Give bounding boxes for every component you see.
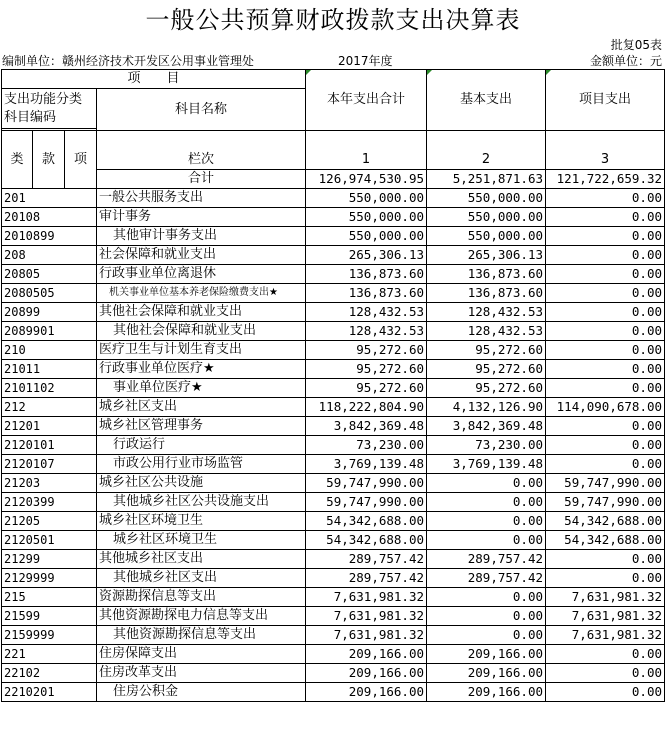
table-row xyxy=(2,284,665,303)
row-basic: 550,000.00 xyxy=(427,189,546,208)
row-total: 289,757.42 xyxy=(306,569,427,588)
row-project: 0.00 xyxy=(546,246,665,265)
row-name: 审计事务 xyxy=(97,208,306,227)
row-project: 0.00 xyxy=(546,189,665,208)
sum-project: 121,722,659.32 xyxy=(546,170,665,189)
row-basic: 128,432.53 xyxy=(427,322,546,341)
row-project: 0.00 xyxy=(546,664,665,683)
row-code: 2089901 xyxy=(2,322,97,341)
row-total: 209,166.00 xyxy=(306,664,427,683)
row-basic: 550,000.00 xyxy=(427,227,546,246)
fiscal-year: 2017年度 xyxy=(338,54,393,68)
row-name: 城乡社区管理事务 xyxy=(97,417,306,436)
row-project: 0.00 xyxy=(546,341,665,360)
row-total: 550,000.00 xyxy=(306,189,427,208)
row-basic: 265,306.13 xyxy=(427,246,546,265)
row-name: 医疗卫生与计划生育支出 xyxy=(97,341,306,360)
row-basic: 128,432.53 xyxy=(427,303,546,322)
table-row xyxy=(2,227,665,246)
table-row xyxy=(2,607,665,626)
table-row xyxy=(2,493,665,512)
row-code: 21299 xyxy=(2,550,97,569)
row-code: 221 xyxy=(2,645,97,664)
row-basic: 0.00 xyxy=(427,474,546,493)
row-code: 2129999 xyxy=(2,569,97,588)
table-row xyxy=(2,265,665,284)
row-code: 21203 xyxy=(2,474,97,493)
row-name: 住房公积金 xyxy=(97,683,306,702)
header-project: 项目支出 xyxy=(546,70,665,131)
row-project: 59,747,990.00 xyxy=(546,493,665,512)
table-row xyxy=(2,683,665,702)
row-total: 3,842,369.48 xyxy=(306,417,427,436)
row-basic: 209,166.00 xyxy=(427,664,546,683)
row-name: 其他城乡社区支出 xyxy=(97,550,306,569)
row-code: 21201 xyxy=(2,417,97,436)
table-row xyxy=(2,626,665,645)
row-code: 212 xyxy=(2,398,97,417)
row-name: 事业单位医疗★ xyxy=(97,379,306,398)
header-name: 科目名称 xyxy=(97,89,306,131)
row-total: 7,631,981.32 xyxy=(306,588,427,607)
header-col2: 2 xyxy=(427,131,546,170)
row-code: 21599 xyxy=(2,607,97,626)
row-project: 7,631,981.32 xyxy=(546,588,665,607)
row-name: 一般公共服务支出 xyxy=(97,189,306,208)
row-code: 208 xyxy=(2,246,97,265)
row-total: 118,222,804.90 xyxy=(306,398,427,417)
row-basic: 95,272.60 xyxy=(427,379,546,398)
row-basic: 0.00 xyxy=(427,588,546,607)
row-project: 59,747,990.00 xyxy=(546,474,665,493)
header-xiangmu: 项 目 xyxy=(2,70,306,89)
row-project: 7,631,981.32 xyxy=(546,626,665,645)
row-project: 7,631,981.32 xyxy=(546,607,665,626)
row-name: 资源勘探信息等支出 xyxy=(97,588,306,607)
header-col3: 3 xyxy=(546,131,665,170)
row-code: 2101102 xyxy=(2,379,97,398)
row-project: 0.00 xyxy=(546,645,665,664)
row-total: 59,747,990.00 xyxy=(306,474,427,493)
row-total: 136,873.60 xyxy=(306,284,427,303)
row-code: 22102 xyxy=(2,664,97,683)
row-basic: 0.00 xyxy=(427,493,546,512)
table-row xyxy=(2,398,665,417)
document-number: 批复05表 xyxy=(610,38,662,52)
header-lei: 类 xyxy=(2,131,33,189)
row-project: 0.00 xyxy=(546,569,665,588)
header-xiang: 项 xyxy=(65,131,97,189)
header-lanci: 栏次 xyxy=(97,131,306,170)
row-project: 0.00 xyxy=(546,227,665,246)
row-name: 机关事业单位基本养老保险缴费支出★ xyxy=(97,284,306,303)
table-row xyxy=(2,436,665,455)
page-title: 一般公共预算财政拨款支出决算表 xyxy=(145,6,521,34)
table-row xyxy=(2,531,665,550)
row-basic: 3,842,369.48 xyxy=(427,417,546,436)
table-row xyxy=(2,246,665,265)
row-project: 0.00 xyxy=(546,683,665,702)
row-basic: 136,873.60 xyxy=(427,265,546,284)
row-total: 54,342,688.00 xyxy=(306,512,427,531)
row-basic: 3,769,139.48 xyxy=(427,455,546,474)
table-row xyxy=(2,379,665,398)
row-project: 54,342,688.00 xyxy=(546,512,665,531)
row-basic: 95,272.60 xyxy=(427,360,546,379)
row-code: 2080505 xyxy=(2,284,97,303)
table-row xyxy=(2,208,665,227)
row-project: 0.00 xyxy=(546,417,665,436)
row-project: 0.00 xyxy=(546,322,665,341)
row-code: 201 xyxy=(2,189,97,208)
row-total: 95,272.60 xyxy=(306,341,427,360)
table-row xyxy=(2,550,665,569)
row-name: 城乡社区公共设施 xyxy=(97,474,306,493)
row-code: 20108 xyxy=(2,208,97,227)
row-code: 210 xyxy=(2,341,97,360)
row-code: 2159999 xyxy=(2,626,97,645)
table-row xyxy=(2,569,665,588)
header-total: 本年支出合计 xyxy=(306,70,427,131)
row-name: 市政公用行业市场监管 xyxy=(97,455,306,474)
row-basic: 136,873.60 xyxy=(427,284,546,303)
row-code: 2010899 xyxy=(2,227,97,246)
table-row xyxy=(2,303,665,322)
row-project: 0.00 xyxy=(546,284,665,303)
row-total: 54,342,688.00 xyxy=(306,531,427,550)
row-code: 215 xyxy=(2,588,97,607)
row-project: 0.00 xyxy=(546,265,665,284)
row-total: 73,230.00 xyxy=(306,436,427,455)
row-name: 行政事业单位医疗★ xyxy=(97,360,306,379)
row-code: 2120101 xyxy=(2,436,97,455)
sum-total: 126,974,530.95 xyxy=(306,170,427,189)
row-name: 行政运行 xyxy=(97,436,306,455)
table-row xyxy=(2,189,665,208)
row-name: 行政事业单位离退休 xyxy=(97,265,306,284)
row-total: 7,631,981.32 xyxy=(306,626,427,645)
reporting-unit: 编制单位：赣州经济技术开发区公用事业管理处 xyxy=(2,54,255,68)
row-basic: 73,230.00 xyxy=(427,436,546,455)
row-code: 2210201 xyxy=(2,683,97,702)
row-total: 550,000.00 xyxy=(306,227,427,246)
header-col1: 1 xyxy=(306,131,427,170)
row-project: 0.00 xyxy=(546,360,665,379)
row-project: 0.00 xyxy=(546,436,665,455)
row-project: 0.00 xyxy=(546,550,665,569)
row-total: 7,631,981.32 xyxy=(306,607,427,626)
row-total: 128,432.53 xyxy=(306,322,427,341)
row-total: 59,747,990.00 xyxy=(306,493,427,512)
row-code: 21205 xyxy=(2,512,97,531)
row-basic: 0.00 xyxy=(427,607,546,626)
row-basic: 550,000.00 xyxy=(427,208,546,227)
row-total: 136,873.60 xyxy=(306,265,427,284)
row-total: 289,757.42 xyxy=(306,550,427,569)
row-total: 209,166.00 xyxy=(306,645,427,664)
row-project: 114,090,678.00 xyxy=(546,398,665,417)
header-heji: 合计 xyxy=(97,170,306,189)
sum-basic: 5,251,871.63 xyxy=(427,170,546,189)
row-name: 城乡社区支出 xyxy=(97,398,306,417)
row-name: 其他审计事务支出 xyxy=(97,227,306,246)
row-project: 0.00 xyxy=(546,455,665,474)
row-total: 3,769,139.48 xyxy=(306,455,427,474)
row-name: 其他城乡社区支出 xyxy=(97,569,306,588)
header-kuan: 款 xyxy=(33,131,65,189)
row-project: 0.00 xyxy=(546,379,665,398)
row-total: 550,000.00 xyxy=(306,208,427,227)
row-total: 95,272.60 xyxy=(306,360,427,379)
row-basic: 0.00 xyxy=(427,626,546,645)
row-project: 0.00 xyxy=(546,303,665,322)
row-total: 128,432.53 xyxy=(306,303,427,322)
row-name: 其他资源勘探信息等支出 xyxy=(97,626,306,645)
table-row xyxy=(2,664,665,683)
table-row xyxy=(2,341,665,360)
row-project: 0.00 xyxy=(546,208,665,227)
header-basic: 基本支出 xyxy=(427,70,546,131)
table-row xyxy=(2,360,665,379)
row-basic: 289,757.42 xyxy=(427,569,546,588)
row-total: 95,272.60 xyxy=(306,379,427,398)
row-name: 其他社会保障和就业支出 xyxy=(97,303,306,322)
header-code-group: 支出功能分类科目编码 xyxy=(2,89,97,129)
row-basic: 289,757.42 xyxy=(427,550,546,569)
row-name: 社会保障和就业支出 xyxy=(97,246,306,265)
row-project: 54,342,688.00 xyxy=(546,531,665,550)
table-row xyxy=(2,455,665,474)
row-basic: 4,132,126.90 xyxy=(427,398,546,417)
row-code: 20899 xyxy=(2,303,97,322)
row-code: 2120107 xyxy=(2,455,97,474)
table-row xyxy=(2,588,665,607)
row-name: 其他社会保障和就业支出 xyxy=(97,322,306,341)
table-row xyxy=(2,474,665,493)
row-code: 2120399 xyxy=(2,493,97,512)
table-row xyxy=(2,645,665,664)
row-basic: 0.00 xyxy=(427,531,546,550)
row-code: 21011 xyxy=(2,360,97,379)
row-code: 2120501 xyxy=(2,531,97,550)
row-name: 城乡社区环境卫生 xyxy=(97,531,306,550)
row-name: 其他城乡社区公共设施支出 xyxy=(97,493,306,512)
amount-unit: 金额单位：元 xyxy=(589,54,662,68)
row-name: 城乡社区环境卫生 xyxy=(97,512,306,531)
table-row xyxy=(2,512,665,531)
row-basic: 209,166.00 xyxy=(427,645,546,664)
table-row xyxy=(2,322,665,341)
row-basic: 0.00 xyxy=(427,512,546,531)
row-name: 其他资源勘探电力信息等支出 xyxy=(97,607,306,626)
row-name: 住房改革支出 xyxy=(97,664,306,683)
table-row xyxy=(2,417,665,436)
row-code: 20805 xyxy=(2,265,97,284)
row-basic: 209,166.00 xyxy=(427,683,546,702)
row-total: 209,166.00 xyxy=(306,683,427,702)
row-total: 265,306.13 xyxy=(306,246,427,265)
row-basic: 95,272.60 xyxy=(427,341,546,360)
row-name: 住房保障支出 xyxy=(97,645,306,664)
expenditure-table xyxy=(1,69,665,702)
